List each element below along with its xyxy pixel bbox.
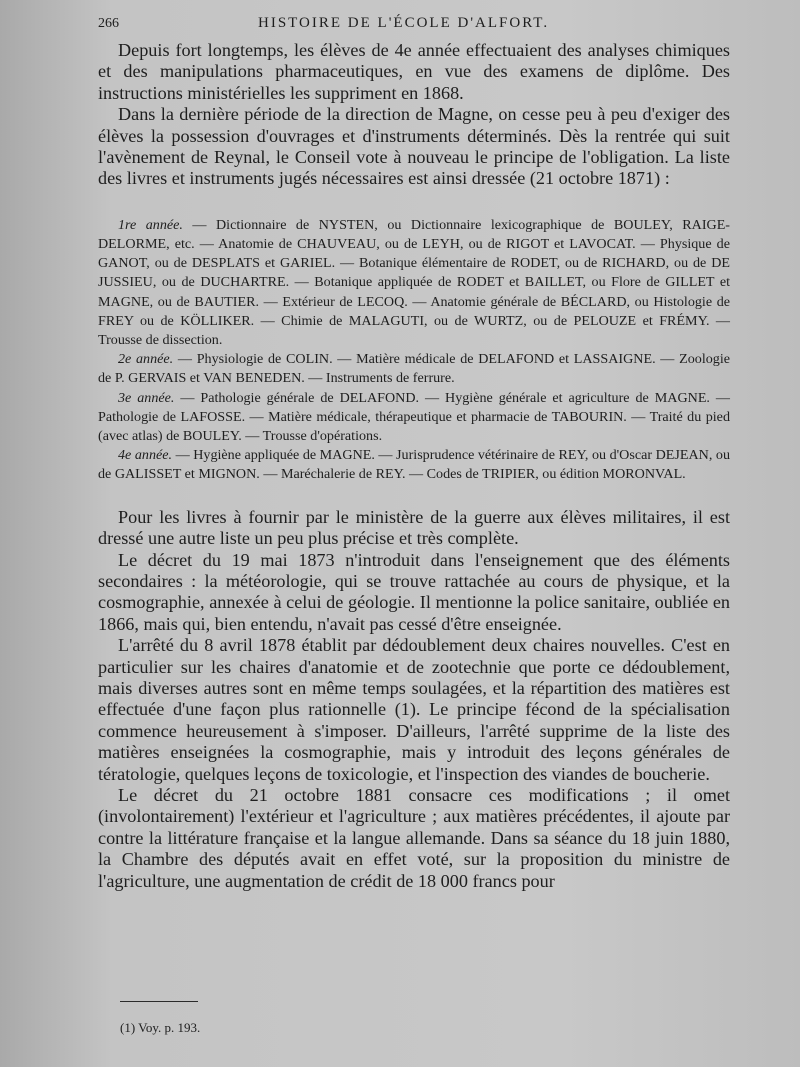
- list-item-label: 2e année.: [118, 351, 174, 368]
- paragraph-obligation: Dans la dernière période de la direction de Magne, on cesse peu à peu d'exiger des élèves la possession d'ouvrages et d'instruments déterminés. Dès la rentrée qui suit l'avènement de Reynal, le Conseil vote à nouveau le principe de l'obligation. La liste des livres et instruments jugés nécessaires est ainsi dressée (21 octobre 1871) :: [98, 104, 730, 189]
- list-item-text: — Hygiène appliquée de MAGNE. — Jurisprudence vétérinaire de REY, ou d'Oscar DEJEAN, ou de GALISSET et MIGNON. — Maréchalerie de REY. — Codes de TRIPIER, ou édition MORONVAL.: [98, 447, 730, 483]
- list-item-text: — Pathologie générale de DELAFOND. — Hygiène générale et agriculture de MAGNE. — Pathologie de LAFOSSE. — Matière médicale, thérapeutique et pharmacie de TABOURIN. — Traité du pied (avec atlas) de BOULEY. — Trousse d'opérations.: [98, 389, 730, 445]
- list-item-label: 3e année.: [118, 389, 175, 406]
- list-item-label: 4e année.: [118, 447, 173, 464]
- page-number: 266: [98, 16, 119, 31]
- list-item: [98, 446, 730, 484]
- list-item-text: — Dictionnaire de NYSTEN, ou Dictionnaire lexicographique de BOULEY, RAIGE-DELORME, etc. — Anatomie de CHAUVEAU, ou de LEYH, ou de RIGOT et LAVOCAT. — Physique de GANOT, ou de DESPLATS et GARIEL. — Botanique élémentaire de RODET, ou de RICHARD, ou de DE JUSSIEU, ou de DUCHARTRE. — Botanique appliquée de RODET et BAILLET, ou Flore de GILLET et MAGNE, ou de BAUTIER. — Extérieur de LECOQ. — Anatomie générale de BÉCLARD, ou Histologie de FREY ou de KÖLLIKER. — Chimie de MALAGUTI, ou de WURTZ, ou de PELOUZE et FRÉMY. — Trousse de dissection.: [98, 216, 730, 349]
- running-title: HISTOIRE DE L'ÉCOLE D'ALFORT.: [258, 15, 550, 31]
- list-item: [98, 389, 730, 447]
- footnote-divider: [120, 1001, 198, 1002]
- book-list: [98, 216, 730, 485]
- paragraph-military-list: Pour les livres à fournir par le ministère de la guerre aux élèves militaires, il est dressé une autre liste un peu plus précise et très complète.: [98, 506, 730, 549]
- footnote: (1) Voy. p. 193.: [120, 1020, 201, 1035]
- paragraph-decree-1881: Le décret du 21 octobre 1881 consacre ces modifications ; il omet (involontairement) l'extérieur et l'agriculture ; aux matières précédentes, il ajoute par contre la littérature française et la langue allemande. Dans sa séance du 18 juin 1880, la Chambre des députés avait en effet voté, sur la proposition du ministre de l'agriculture, une augmentation de crédit de 18 000 francs pour: [98, 784, 730, 891]
- paragraph-analyses: Depuis fort longtemps, les élèves de 4e année effectuaient des analyses chimiques et des manipulations pharmaceutiques, en vue des examens de diplôme. Des instructions ministérielles les suppriment en 1868.: [98, 40, 730, 103]
- list-item: [98, 350, 730, 388]
- page-header: [98, 12, 730, 40]
- list-item-text: — Physiologie de COLIN. — Matière médicale de DELAFOND et LASSAIGNE. — Zoologie de P. GERVAIS et VAN BENEDEN. — Instruments de ferrure.: [98, 351, 730, 387]
- paragraph-decree-1873: Le décret du 19 mai 1873 n'introduit dans l'enseignement que des éléments secondaires : la météorologie, qui se trouve rattachée au cours de physique, et la cosmographie, annexée à celui de géologie. Il mentionne la police sanitaire, oubliée en 1866, mais qui, bien entendu, n'avait pas cessé d'être enseignée.: [98, 549, 730, 634]
- list-item: [98, 216, 730, 350]
- list-item-label: 1re année.: [118, 216, 183, 233]
- paragraph-arrete-1878: L'arrêté du 8 avril 1878 établit par dédoublement deux chaires nouvelles. C'est en particulier sur les chaires d'anatomie et de zootechnie que porte ce dédoublement, mais diverses autres sont en même temps soulagées, et la répartition des matières est effectuée d'une façon plus rationnelle (1). Le principe fécond de la spécialisation commence heureusement à s'imposer. D'ailleurs, l'arrêté supprime de la liste des matières enseignées la cosmographie, mais y introduit des leçons générales de tératologie, quelques leçons de toxicologie, et l'inspection des viandes de boucherie.: [98, 635, 730, 784]
